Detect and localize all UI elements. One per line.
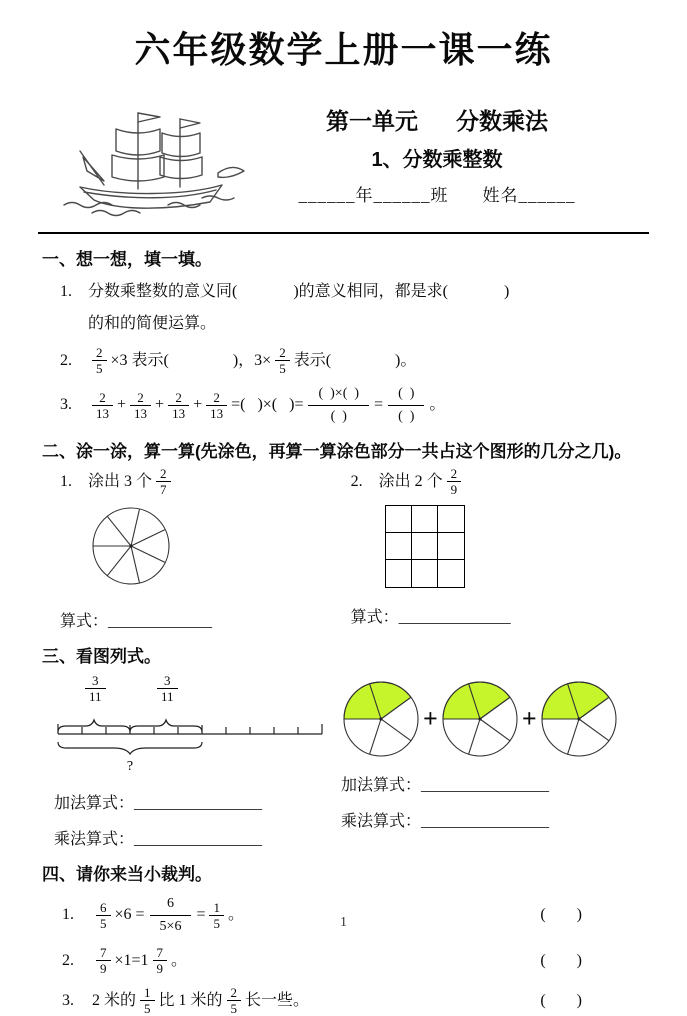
- circle-two-fifths-shaded: [440, 679, 520, 759]
- fraction-numerator: 2: [92, 345, 107, 361]
- grid-cell: [412, 533, 438, 560]
- equals-operator: =: [196, 906, 206, 923]
- unit-title: [222, 103, 652, 136]
- year-blank: ______: [298, 186, 356, 205]
- grid-cell: [438, 560, 464, 587]
- fraction: [92, 390, 113, 421]
- s2-columns: [42, 466, 645, 631]
- name-line: [222, 181, 652, 206]
- grid-cell: [438, 506, 464, 533]
- s3-right-multiplication-line: [341, 808, 645, 831]
- fraction-denominator: 5: [279, 361, 286, 376]
- fraction-numerator: 2: [206, 390, 227, 406]
- equation-blank: ________________: [421, 777, 550, 794]
- fraction: [157, 673, 178, 704]
- fraction: [153, 945, 168, 976]
- circle-seven-sectors-figure: [90, 505, 172, 587]
- s3-right-column: [341, 669, 645, 849]
- s3-left-addition-line: [54, 790, 339, 813]
- unit-name: 分数乘法: [456, 108, 548, 134]
- s2-item-2-caption: [351, 466, 645, 497]
- multiplication-label: 乘法算式：: [341, 813, 422, 830]
- s4-item-3-text-c: 长一些。: [245, 991, 310, 1009]
- plus-operator: +: [155, 396, 165, 413]
- class-blank: ______: [373, 186, 431, 205]
- lesson-title: 1、分数乘整数: [371, 149, 503, 171]
- fraction: [308, 384, 369, 426]
- class-label: 班: [430, 186, 449, 205]
- judge-parentheses: ( ): [540, 906, 583, 923]
- equation-label: 算式：: [350, 609, 399, 626]
- s2-right-column: [351, 466, 645, 631]
- fraction-denominator: ( ): [330, 409, 347, 424]
- fraction-numerator: 6: [96, 900, 111, 916]
- equation-blank: ______________: [398, 609, 511, 626]
- fraction: [168, 390, 189, 421]
- equation-blank: _____________: [108, 613, 213, 630]
- fraction: [227, 985, 242, 1016]
- item-number: 3.: [60, 396, 72, 413]
- s2-item-1-caption: [60, 466, 343, 497]
- judge-parentheses: ( ): [540, 951, 583, 969]
- fraction-numerator: 7: [96, 945, 111, 961]
- mixed-number-whole: 1: [140, 951, 149, 969]
- year-label: 年: [355, 186, 374, 205]
- s4-item-1-text-a: ×6 =: [114, 906, 145, 923]
- s1-item-1-line2: 的和的简便运算。: [88, 315, 217, 332]
- fraction-numerator: 2: [275, 345, 290, 361]
- s1-item-2-text-b: 表示( )。: [293, 351, 417, 369]
- section-2-heading: 二、涂一涂，算一算(先涂色，再算一算涂色部分一共占这个图形的几分之几)。: [42, 442, 632, 461]
- s2-item-2-text: 涂出 2 个: [378, 472, 443, 490]
- header-text-group: [222, 103, 652, 206]
- fraction-numerator: 1: [140, 985, 155, 1001]
- grid-cell: [386, 506, 412, 533]
- fraction-denominator: 5: [100, 915, 107, 931]
- s3-columns: [42, 669, 645, 849]
- section-3-heading: 三、看图列式。: [42, 647, 161, 666]
- circle-two-fifths-shaded: [341, 679, 421, 759]
- fraction-numerator: ( )×( ): [308, 384, 369, 406]
- fraction-numerator: 2: [168, 390, 189, 406]
- worksheet-body: [0, 245, 687, 1016]
- name-label: 姓名: [482, 186, 519, 205]
- grid-cell: [412, 506, 438, 533]
- grid-cell: [438, 533, 464, 560]
- name-blank: ______: [518, 186, 576, 205]
- item-number: 2.: [60, 351, 72, 369]
- s2-equation-line-2: [351, 604, 645, 627]
- fraction-denominator: 5: [96, 361, 103, 376]
- fraction-numerator: 2: [156, 466, 171, 482]
- section-1-heading: 一、想一想，填一填。: [42, 250, 212, 269]
- s4-item-3-text-a: 2 米的: [92, 991, 137, 1009]
- fraction: [96, 945, 111, 976]
- fraction: [275, 345, 290, 376]
- fraction: [447, 466, 462, 497]
- fraction-denominator: 5: [230, 1001, 238, 1016]
- number-line-svg: [54, 706, 326, 776]
- item-number: 1.: [62, 906, 74, 923]
- plus-operator: +: [521, 704, 537, 733]
- unit-label: 第一单元: [326, 108, 418, 134]
- fraction-denominator: 9: [156, 961, 164, 976]
- multiplication-label: 乘法算式：: [54, 831, 135, 848]
- circle-two-fifths-shaded: [539, 679, 619, 759]
- equation-blank: ________________: [134, 831, 263, 848]
- fraction-numerator: 1: [209, 900, 224, 916]
- section-4-heading: 四、请你来当小裁判。: [42, 865, 212, 884]
- fraction-numerator: 6: [150, 894, 192, 916]
- fraction-denominator: 11: [89, 689, 102, 704]
- fraction-denominator: 9: [450, 482, 458, 497]
- grid-cell: [386, 533, 412, 560]
- header-divider: [38, 232, 649, 234]
- fraction-denominator: 5×6: [159, 919, 182, 934]
- fraction-denominator: 7: [160, 482, 167, 497]
- fraction-numerator: 2: [130, 390, 151, 406]
- equation-blank: ________________: [421, 813, 550, 830]
- fraction-denominator: 13: [210, 405, 224, 421]
- fraction: [388, 384, 424, 426]
- s1-item-2-text-a: ×3 表示( )，3×: [110, 351, 272, 369]
- addition-label: 加法算式：: [54, 795, 135, 812]
- s2-left-column: [60, 466, 343, 631]
- question-mark-label: ?: [126, 759, 134, 774]
- s1-item-3-equals: =( )×( )=: [231, 396, 304, 413]
- s4-item-2: [62, 945, 645, 976]
- fraction-numerator: 3: [157, 673, 178, 689]
- s4-item-3: [62, 985, 645, 1016]
- s3-left-multiplication-line: [54, 826, 339, 849]
- item-number: 3.: [62, 991, 74, 1009]
- number-line-figure: [54, 673, 326, 777]
- equals-operator: =: [374, 396, 384, 413]
- sailing-ship-illustration: [50, 101, 258, 221]
- period: 。: [171, 951, 188, 969]
- s4-item-2-text-a: ×1=: [114, 951, 141, 969]
- fraction: [140, 985, 155, 1016]
- fraction: [206, 390, 227, 421]
- judge-parentheses: ( ): [540, 991, 583, 1009]
- s3-right-addition-line: [341, 772, 645, 795]
- grid-nine-cells-figure: [385, 505, 465, 588]
- fraction-numerator: 2: [447, 466, 462, 482]
- item-number: 2.: [62, 951, 74, 969]
- fraction-denominator: 9: [100, 961, 107, 976]
- fraction-denominator: 5: [213, 915, 220, 931]
- plus-operator: +: [193, 396, 203, 413]
- fraction-numerator: 2: [227, 985, 242, 1001]
- s1-item-1: [60, 279, 645, 337]
- item-number: 2.: [350, 472, 363, 490]
- shaded-circles-figure: [341, 679, 645, 759]
- worksheet-header: [0, 103, 687, 223]
- s1-item-2: [60, 345, 645, 376]
- equation-blank: ________________: [134, 795, 263, 812]
- item-number: 1.: [60, 283, 72, 300]
- item-number: 1.: [60, 472, 72, 490]
- s2-item-1-text: 涂出 3 个: [88, 472, 153, 490]
- equation-label: 算式：: [60, 613, 109, 630]
- fraction-denominator: ( ): [398, 409, 415, 424]
- fraction-denominator: 13: [96, 405, 109, 421]
- fraction: [156, 466, 171, 497]
- s1-item-3: [60, 384, 645, 426]
- fraction-denominator: 13: [172, 405, 186, 421]
- fraction: [130, 390, 151, 421]
- s1-item-1-line1: 分数乘整数的意义同( )的意义相同，都是求( ): [88, 283, 510, 300]
- fraction-denominator: 13: [134, 405, 148, 421]
- grid-cell: [412, 560, 438, 587]
- fraction-denominator: 5: [144, 1001, 151, 1016]
- grid-cell: [386, 560, 412, 587]
- page-number: 1: [340, 915, 347, 930]
- fraction: [92, 345, 107, 376]
- fraction-numerator: ( ): [388, 384, 424, 406]
- s2-equation-line-1: [60, 608, 343, 631]
- period: 。: [429, 396, 446, 413]
- period: 。: [227, 906, 244, 923]
- fraction: [85, 673, 106, 704]
- page-title: 六年级数学上册一课一练: [134, 29, 553, 70]
- fraction-denominator: 11: [161, 689, 174, 704]
- addition-label: 加法算式：: [341, 777, 422, 794]
- plus-operator: +: [423, 704, 438, 733]
- worksheet-page: [0, 22, 687, 1016]
- s3-left-column: [54, 669, 339, 849]
- s4-item-3-text-b: 比 1 米的: [158, 991, 223, 1009]
- plus-operator: +: [117, 396, 127, 413]
- fraction-numerator: 2: [92, 390, 113, 406]
- fraction-numerator: 3: [85, 673, 106, 689]
- fraction-numerator: 7: [153, 945, 168, 961]
